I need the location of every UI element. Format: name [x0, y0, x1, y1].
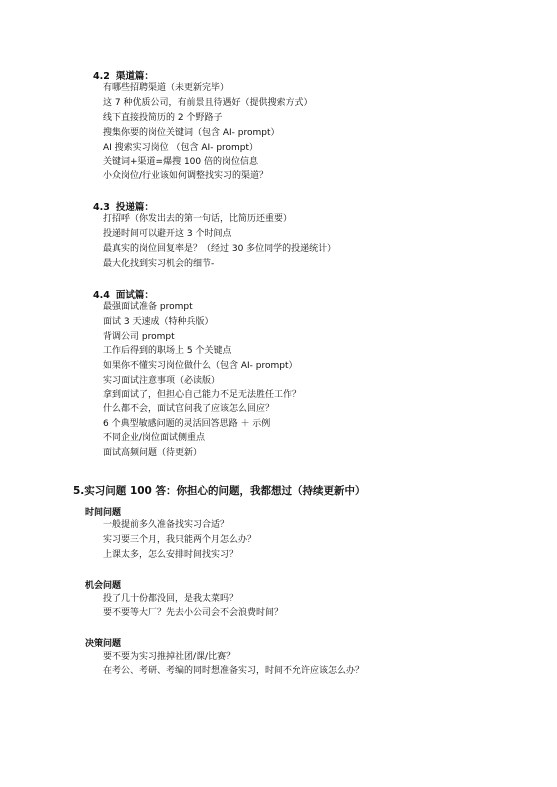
list-item: 拿到面试了，但担心自己能力不足无法胜任工作？ [103, 390, 302, 400]
list-item: 投递时间可以避开这 3 个时间点 [103, 229, 232, 239]
list-item: 工作后得到的职场上 5 个关键点 [103, 346, 232, 356]
list-item: 最大化找到实习机会的细节- [103, 259, 215, 269]
list-item: 最真实的岗位回复率是？（经过 30 多位同学的投递统计） [103, 244, 337, 254]
list-item: 有哪些招聘渠道（未更新完毕） [103, 83, 230, 93]
list-item: 小众岗位/行业该如何调整找实习的渠道？ [103, 171, 269, 181]
list-item: 面试 3 天速成（特种兵版） [103, 317, 214, 327]
group-heading-time: 时间问题 [85, 508, 122, 518]
list-item: 投了几十份都没回，是我太菜吗？ [103, 594, 239, 604]
list-item: 如果你不懂实习岗位做什么（包含 AI- prompt） [103, 361, 298, 371]
list-item: 这 7 种优质公司，有前景且待遇好（提供搜索方式） [103, 98, 313, 108]
section-heading-4-2: 4.2 渠道篇： [93, 71, 154, 82]
list-item: 背调公司 prompt [103, 332, 175, 342]
section-heading-4-3: 4.3 投递篇： [93, 202, 154, 213]
list-item: 实习要三个月，我只能两个月怎么办？ [103, 535, 257, 545]
list-item: AI 搜索实习岗位 （包含 AI- prompt） [103, 143, 259, 153]
group-heading-decision: 决策问题 [85, 639, 122, 649]
list-item: 要不要等大厂？先去小公司会不会浪费时间？ [103, 608, 284, 618]
list-item: 最强面试准备 prompt [103, 302, 193, 312]
group-heading-opportunity: 机会问题 [85, 581, 122, 591]
list-item: 一般提前多久准备找实习合适？ [103, 520, 230, 530]
chapter-5-title: 5.实习问题 100 答：你担心的问题，我都想过（持续更新中） [73, 485, 366, 497]
list-item: 6 个典型敏感问题的灵活回答思路 ＋ 示例 [103, 419, 271, 429]
list-item: 什么都不会，面试官问我了应该怎么回应？ [103, 404, 275, 414]
list-item: 上课太多，怎么安排时间找实习？ [103, 550, 239, 560]
list-item: 不同企业/岗位面试侧重点 [103, 433, 206, 443]
list-item: 打招呼（你发出去的第一句话，比简历还重要） [103, 214, 293, 224]
list-item: 搜集你要的岗位关键词（包含 AI- prompt） [103, 128, 280, 138]
section-heading-4-4: 4.4 面试篇： [93, 290, 154, 301]
list-item: 关键词+渠道=爆搜 100 倍的岗位信息 [103, 157, 258, 167]
list-item: 实习面试注意事项（必读版） [103, 376, 221, 386]
list-item: 线下直接投简历的 2 个野路子 [103, 113, 223, 123]
list-item: 要不要为实习推掉社团/课/比赛？ [103, 652, 236, 662]
list-item: 在考公、考研、考编的同时想准备实习，时间不允许应该怎么办？ [103, 666, 365, 676]
list-item: 面试高频问题（待更新） [103, 448, 203, 458]
